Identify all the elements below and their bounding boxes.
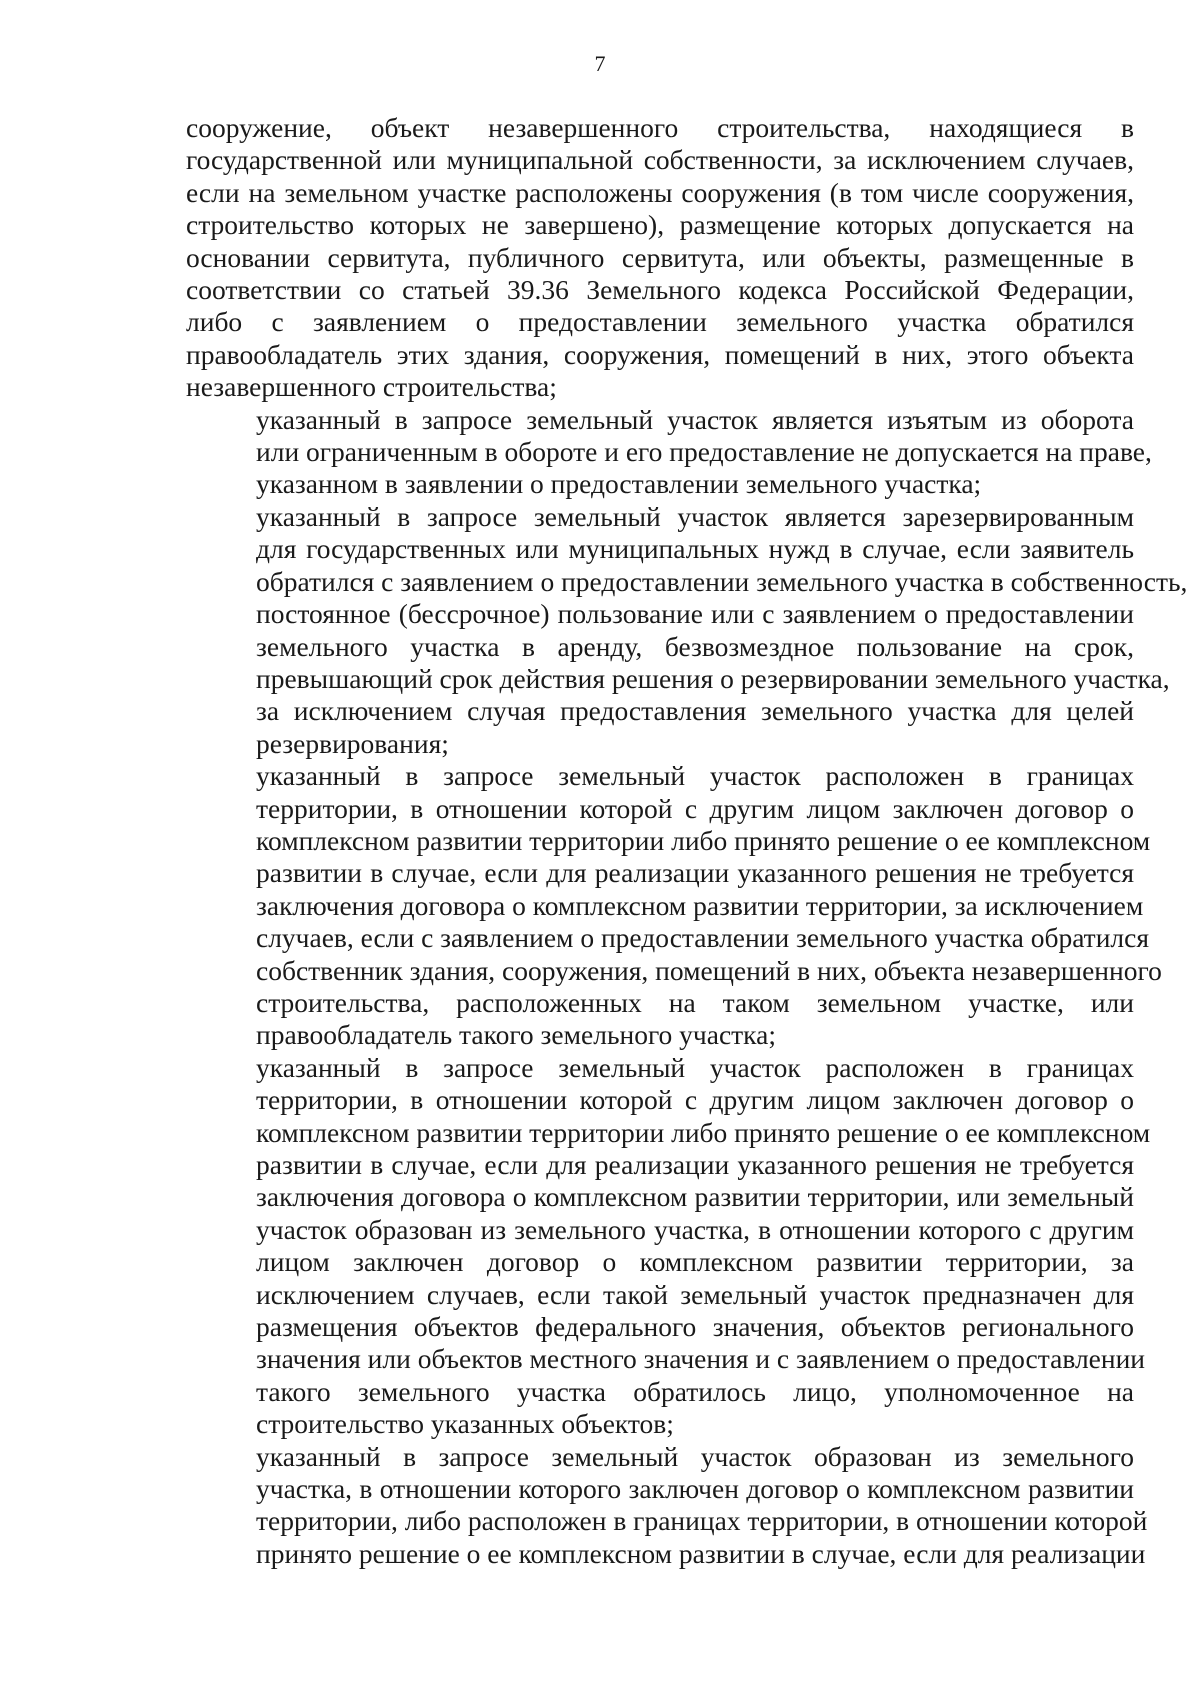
paragraph	[186, 1440, 1148, 1571]
text-line: земельного участка в аренду, безвозмездное пользование на срок,	[256, 630, 1134, 662]
text-line: правообладатель этих здания, сооружения, помещений в них, этого объекта	[186, 338, 1134, 370]
text-line: для государственных или муниципальных нужд в случае, если заявитель	[256, 533, 1134, 565]
text-line: незавершенного строительства;	[186, 371, 557, 403]
document-body	[186, 112, 1188, 1570]
text-line: лицом заключен договор о комплексном развитии территории, за	[256, 1246, 1134, 1278]
paragraph	[186, 760, 1162, 1052]
text-line: размещения объектов федерального значения, объектов регионального	[256, 1311, 1134, 1343]
text-line: постоянное (бессрочное) пользование или с заявлением о предоставлении	[256, 598, 1134, 630]
text-line: такого земельного участка обратилось лицо, уполномоченное на	[256, 1375, 1134, 1407]
text-line: принято решение о ее комплексном развитии в случае, если для реализации	[256, 1537, 1146, 1569]
paragraph	[186, 1051, 1151, 1441]
text-line: исключением случаев, если такой земельный участок предназначен для	[256, 1278, 1134, 1310]
text-line: комплексном развитии территории либо принято решение о ее комплексном	[256, 1116, 1151, 1148]
text-line: превышающий срок действия решения о резервировании земельного участка,	[256, 662, 1170, 694]
text-line: правообладатель такого земельного участка;	[256, 1019, 776, 1051]
text-line: заключения договора о комплексном развитии территории, или земельный	[256, 1181, 1134, 1213]
text-line: обратился с заявлением о предоставлении земельного участка в собственность,	[256, 565, 1188, 597]
text-line: государственной или муниципальной собственности, за исключением случаев,	[186, 144, 1134, 176]
text-line: территории, в отношении которой с другим лицом заключен договор о	[256, 1084, 1134, 1116]
text-line: комплексном развитии территории либо принято решение о ее комплексном	[256, 824, 1151, 856]
text-line: территории, либо расположен в границах территории, в отношении которой	[256, 1505, 1148, 1537]
text-line: указанный в запросе земельный участок является изъятым из оборота	[256, 403, 1134, 435]
text-line: строительство которых не завершено), размещение которых допускается на	[186, 209, 1134, 241]
text-line: развитии в случае, если для реализации указанного решения не требуется	[256, 857, 1134, 889]
text-line: участка, в отношении которого заключен договор о комплексном развитии	[256, 1473, 1134, 1505]
text-line: основании сервитута, публичного сервитута, или объекты, размещенные в	[186, 241, 1134, 273]
paragraph	[186, 403, 1152, 501]
text-line: строительства, расположенных на таком земельном участке, или	[256, 986, 1134, 1018]
text-line: сооружение, объект незавершенного строительства, находящиеся в	[186, 112, 1134, 143]
text-line: или ограниченным в обороте и его предоставление не допускается на праве,	[256, 436, 1152, 468]
text-line: собственник здания, сооружения, помещений в них, объекта незавершенного	[256, 954, 1162, 986]
text-line: указанном в заявлении о предоставлении земельного участка;	[256, 468, 982, 500]
text-line: строительство указанных объектов;	[256, 1408, 674, 1440]
text-line: случаев, если с заявлением о предоставлении земельного участка обратился	[256, 922, 1149, 954]
paragraph	[186, 112, 1134, 404]
text-line: указанный в запросе земельный участок расположен в границах	[256, 1051, 1134, 1083]
text-line: резервирования;	[256, 727, 449, 759]
text-line: за исключением случая предоставления земельного участка для целей	[256, 695, 1134, 727]
text-line: указанный в запросе земельный участок образован из земельного	[256, 1440, 1134, 1472]
page-number: 7	[594, 51, 606, 76]
text-line: указанный в запросе земельный участок является зарезервированным	[256, 500, 1134, 532]
text-line: развитии в случае, если для реализации указанного решения не требуется	[256, 1149, 1134, 1180]
paragraph	[186, 500, 1188, 760]
text-line: территории, в отношении которой с другим лицом заключен договор о	[256, 792, 1134, 824]
text-line: если на земельном участке расположены сооружения (в том числе сооружения,	[186, 176, 1134, 208]
text-line: указанный в запросе земельный участок расположен в границах	[256, 760, 1134, 792]
text-line: заключения договора о комплексном развитии территории, за исключением	[256, 889, 1144, 921]
text-line: соответствии со статьей 39.36 Земельного кодекса Российской Федерации,	[186, 274, 1134, 306]
text-line: участок образован из земельного участка, в отношении которого с другим	[256, 1213, 1134, 1245]
text-line: либо с заявлением о предоставлении земельного участка обратился	[186, 306, 1134, 338]
text-line: значения или объектов местного значения и с заявлением о предоставлении	[256, 1343, 1146, 1375]
